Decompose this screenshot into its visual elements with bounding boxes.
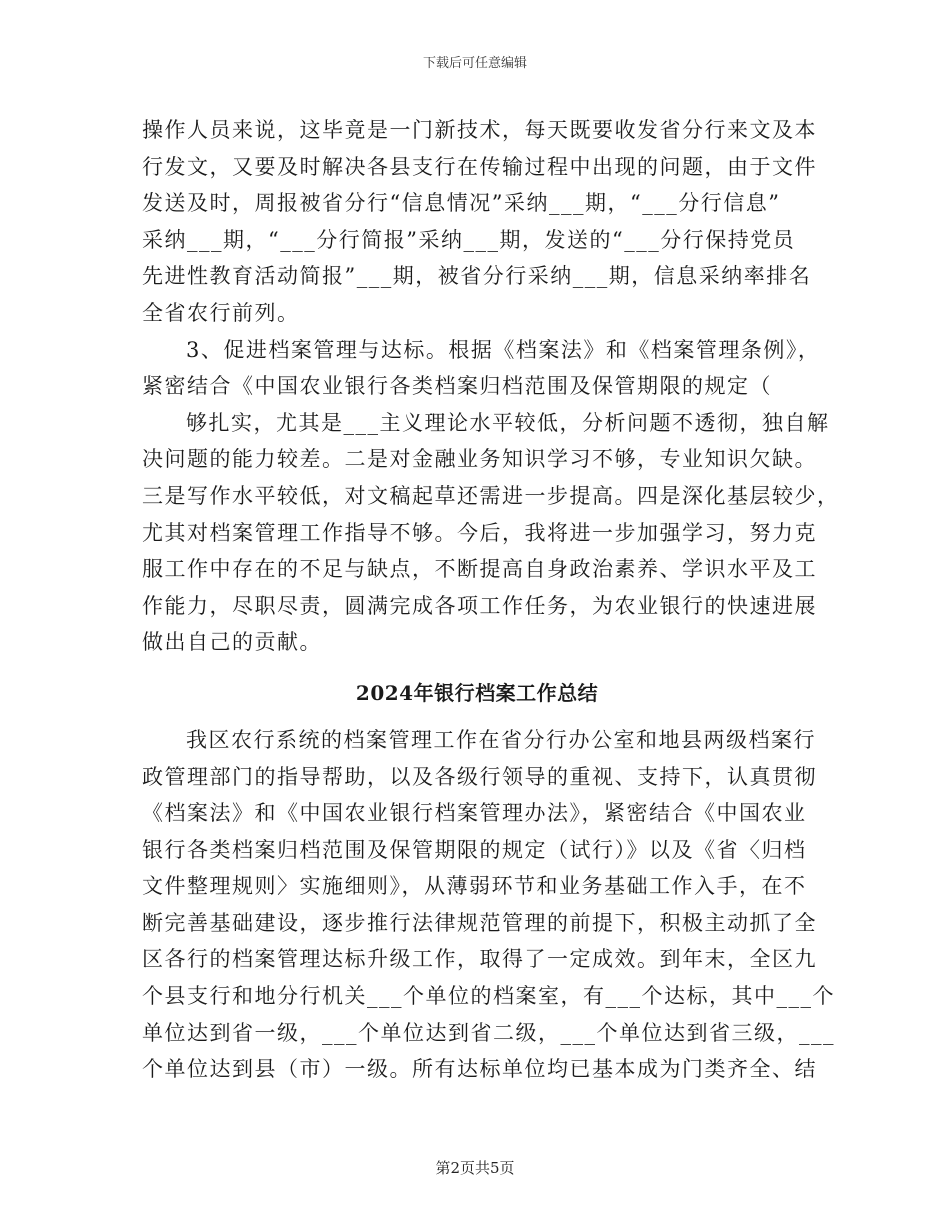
text-line: 全省农行前列。 — [142, 300, 300, 325]
text-line: 我区农行系统的档案管理工作在省分行办公室和地县两级档案行 — [186, 727, 816, 752]
text-line: 决问题的能力较差。二是对金融业务知识学习不够，专业知识欠缺。 — [142, 447, 817, 472]
text-line: 紧密结合《中国农业银行各类档案归档范围及保管期限的规定（ — [142, 374, 772, 399]
text-line: 文件整理规则〉实施细则》，从薄弱环节和业务基础工作入手，在不 — [142, 874, 807, 899]
text-line: 单位达到省一级，___个单位达到省二级，___个单位达到省三级，___ — [142, 1020, 835, 1045]
text-line: 先进性教育活动简报”___期，被省分行采纳___期，信息采纳率排名 — [142, 264, 812, 289]
text-line: 操作人员来说，这毕竟是一门新技术，每天既要收发省分行来文及本 — [142, 118, 817, 142]
text-line: 3、促进档案管理与达标。根据《档案法》和《档案管理条例》， — [186, 337, 821, 362]
text-line: 行发文，又要及时解决各县支行在传输过程中出现的问题，由于文件 — [142, 154, 817, 179]
section-title: 2024年银行档案工作总结 — [355, 680, 599, 705]
paragraph-3 — [142, 405, 840, 661]
paragraph-4 — [142, 722, 835, 1088]
text-line: 发送及时，周报被省分行“信息情况”采纳___期，“___分行信息” — [142, 191, 781, 216]
page-header: 下载后可任意编辑 — [422, 56, 527, 71]
text-line: 服工作中存在的不足与缺点，不断提高自身政治素养、学识水平及工 — [142, 557, 817, 582]
text-line: 作能力，尽职尽责，圆满完成各项工作任务，为农业银行的快速进展 — [142, 593, 817, 618]
paragraph-2 — [142, 332, 821, 405]
text-line: 区各行的档案管理达标升级工作，取得了一定成效。到年末，全区九 — [142, 947, 817, 972]
paragraph-1 — [142, 112, 817, 332]
text-line: 《档案法》和《中国农业银行档案管理办法》，紧密结合《中国农业 — [142, 801, 807, 826]
document-body — [142, 112, 840, 1088]
text-line: 政管理部门的指导帮助，以及各级行领导的重视、支持下，认真贯彻 — [142, 764, 817, 789]
text-line: 做出自己的贡献。 — [142, 630, 322, 655]
text-line: 够扎实，尤其是___主义理论水平较低，分析问题不透彻，独自解 — [186, 410, 830, 435]
text-line: 尤其对档案管理工作指导不够。今后，我将进一步加强学习，努力克 — [142, 520, 817, 545]
text-line: 银行各类档案归档范围及保管期限的规定（试行）》以及《省〈归档 — [142, 837, 807, 862]
text-line: 采纳___期，“___分行简报”采纳___期，发送的“___分行保持党员 — [142, 227, 796, 252]
text-line: 个县支行和地分行机关___个单位的档案室，有___个达标，其中___个 — [142, 984, 835, 1009]
text-line: 个单位达到县（市）一级。所有达标单位均已基本成为门类齐全、结 — [142, 1057, 817, 1082]
text-line: 三是写作水平较低，对文稿起草还需进一步提高。四是深化基层较少， — [142, 483, 840, 508]
page-number-footer: 第2页共5页 — [435, 1159, 515, 1177]
text-line: 断完善基础建设，逐步推行法律规范管理的前提下，积极主动抓了全 — [142, 910, 817, 935]
